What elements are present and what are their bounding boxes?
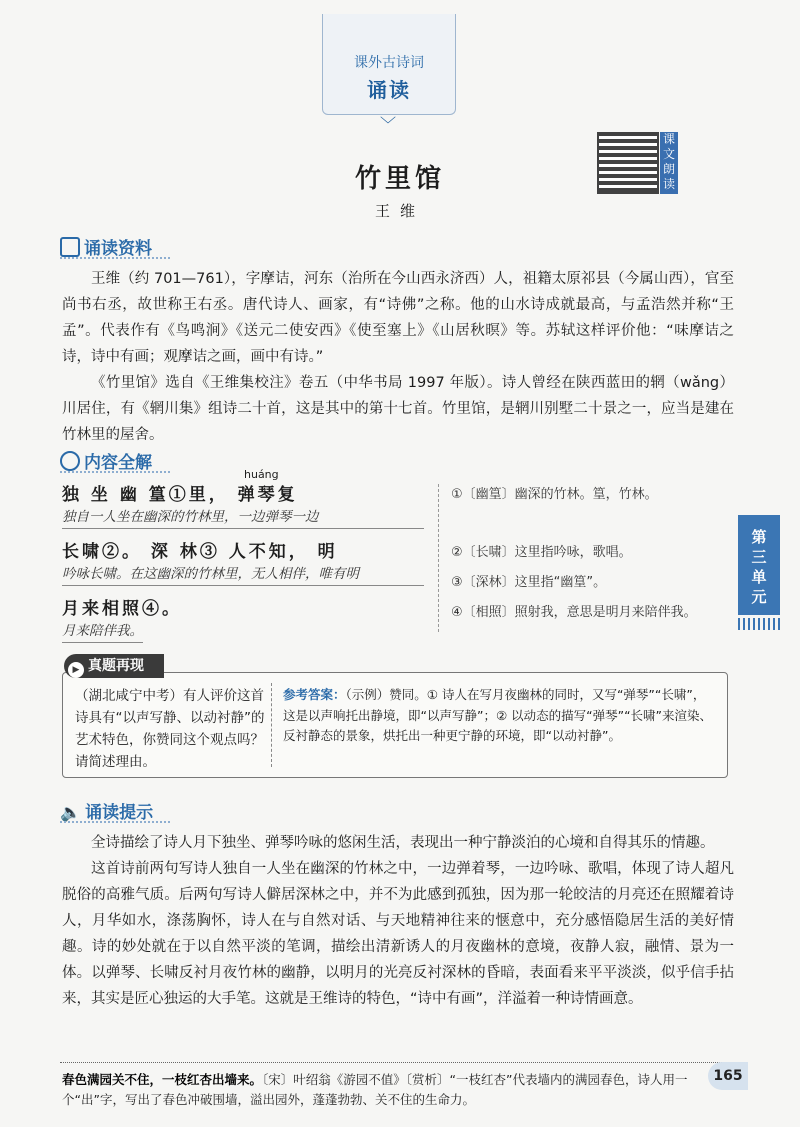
- divider: [60, 821, 170, 823]
- badge-subtitle: 课外古诗词: [354, 55, 424, 71]
- note-item: ④〔相照〕照射我，意思是明月来陪伴我。: [451, 605, 697, 620]
- poem-title: 竹里馆: [354, 164, 445, 194]
- side-tab-char: 三: [751, 548, 767, 566]
- divider: [60, 1062, 732, 1063]
- tips-text: [62, 830, 734, 1012]
- section-badge: [322, 14, 456, 115]
- divider: [271, 683, 272, 767]
- section-heading-exam: [64, 654, 164, 678]
- exam-answer: [283, 685, 715, 747]
- paragraph: 全诗描绘了诗人月下独坐、弹琴吟咏的悠闲生活，表现出一种宁静淡泊的心境和自得其乐的情趣。: [91, 835, 715, 851]
- translation-line: 独自一人坐在幽深的竹林里，一边弹琴一边: [62, 505, 424, 529]
- badge-title: 诵读: [367, 78, 411, 102]
- section-heading-label: 诵读提示: [85, 803, 154, 823]
- side-tab-char: 元: [751, 588, 767, 606]
- chevron-down-icon: ﹀: [380, 115, 397, 134]
- pinyin-annotation: huáng: [244, 468, 279, 481]
- answer-text: （示例）赞同。① 诗人在写月夜幽林的同时，又写“弹琴”“长啸”，这是以声响托出静境，即“以声写静”；② 以动态的描写“弹琴”“长啸”来渲染、反衬静态的景象，烘托出一种更宁静的环境，即“以动衬静”。: [283, 687, 713, 743]
- section-heading-materials: [60, 234, 152, 259]
- divider: [60, 257, 170, 259]
- note-item: ③〔深林〕这里指“幽篁”。: [451, 575, 607, 590]
- exam-question: （湖北咸宁中考）有人评价这首诗具有“以声写静、以动衬静”的艺术特色，你赞同这个观点吗？请简述理由。: [75, 688, 265, 770]
- note-item: ①〔幽篁〕幽深的竹林。篁，竹林。: [451, 487, 658, 502]
- poem-annotated: [62, 468, 424, 651]
- section-heading-label: 诵读资料: [84, 239, 152, 259]
- paragraph: 《竹里馆》选自《王维集校注》卷五（中华书局 1997 年版）。诗人曾经在陕西蓝田的辋（wǎng）川居住，有《辋川集》组诗二十首，这是其中的第十七首。竹里馆，是辋川别墅二十景之一，应当是建在竹林里的屋舍。: [62, 375, 734, 443]
- side-tab-char: 单: [751, 568, 767, 586]
- materials-text: [62, 266, 734, 448]
- footer-quote: 春色满园关不住，一枝红杏出墙来。: [62, 1072, 263, 1087]
- side-tab-char: 第: [751, 528, 767, 546]
- exam-box: [62, 672, 728, 778]
- book-icon: [60, 237, 80, 257]
- person-icon: [60, 451, 80, 471]
- note-item: ②〔长啸〕这里指吟咏，歌唱。: [451, 545, 632, 560]
- unit-side-tab: [738, 515, 780, 615]
- divider: [60, 471, 170, 473]
- section-heading-analysis: [60, 448, 152, 473]
- translation-line: 月来陪伴我。: [62, 619, 143, 643]
- translation-line: 吟咏长啸。在这幽深的竹林里，无人相伴，唯有明: [62, 562, 424, 586]
- annotation-notes: [438, 484, 751, 632]
- section-heading-label: 内容全解: [84, 453, 152, 473]
- paragraph: 王维（约 701—761），字摩诘，河东（治所在今山西永济西）人，祖籍太原祁县（今属山西），官至尚书右丞，故世称王右丞。唐代诗人、画家，有“诗佛”之称。他的山水诗成就最高，与孟浩然并称“王孟”。代表作有《鸟鸣涧》《送元二使安西》《使至塞上》《山居秋暝》等。苏轼这样评价他：“味摩诘之诗，诗中有画；观摩诘之画，画中有诗。”: [62, 271, 734, 365]
- section-heading-tips: [60, 798, 153, 823]
- speaker-icon: 🔈: [60, 803, 82, 823]
- qr-audio-label[interactable]: 课文朗读: [660, 132, 678, 194]
- poem-line: 月来相照④。: [62, 599, 182, 619]
- poem-line: 长啸②。 深 林③ 人不知， 明: [62, 542, 338, 562]
- footer-text: 〔宋〕叶绍翁《游园不值》〔赏析〕“一枝红杏”代表墙内的满园春色，诗人用一个“出”字，写出了春色冲破围墙，溢出园外，蓬蓬勃勃、关不住的生命力。: [62, 1072, 688, 1107]
- section-heading-label: 真题再现: [88, 658, 144, 674]
- poem-author: 王维: [374, 202, 425, 220]
- decorative-stripes: [738, 618, 780, 630]
- answer-label: 参考答案：: [283, 687, 346, 702]
- play-icon: ▶: [68, 662, 84, 678]
- paragraph: 这首诗前两句写诗人独自一人坐在幽深的竹林之中，一边弹着琴，一边吟咏、歌唱，体现了诗人超凡脱俗的高雅气质。后两句写诗人僻居深林之中，并不为此感到孤独，因为那一轮皎洁的月亮还在照耀着诗人，月华如水，涤荡胸怀，诗人在与自然对话、与天地精神往来的惬意中，充分感悟隐居生活的美好情趣。诗的妙处就在于以自然平淡的笔调，描绘出清新诱人的月夜幽林的意境，夜静人寂，融情、景为一体。以弹琴、长啸反衬月夜竹林的幽静，以明月的光亮反衬深林的昏暗，表面看来平平淡淡，似乎信手拈来，其实是匠心独运的大手笔。这就是王维诗的特色，“诗中有画”，洋溢着一种诗情画意。: [62, 861, 734, 1007]
- page-number: 165: [708, 1062, 748, 1090]
- footer-note: [62, 1070, 722, 1110]
- poem-line: 独 坐 幽 篁①里， 弹琴复: [62, 485, 298, 505]
